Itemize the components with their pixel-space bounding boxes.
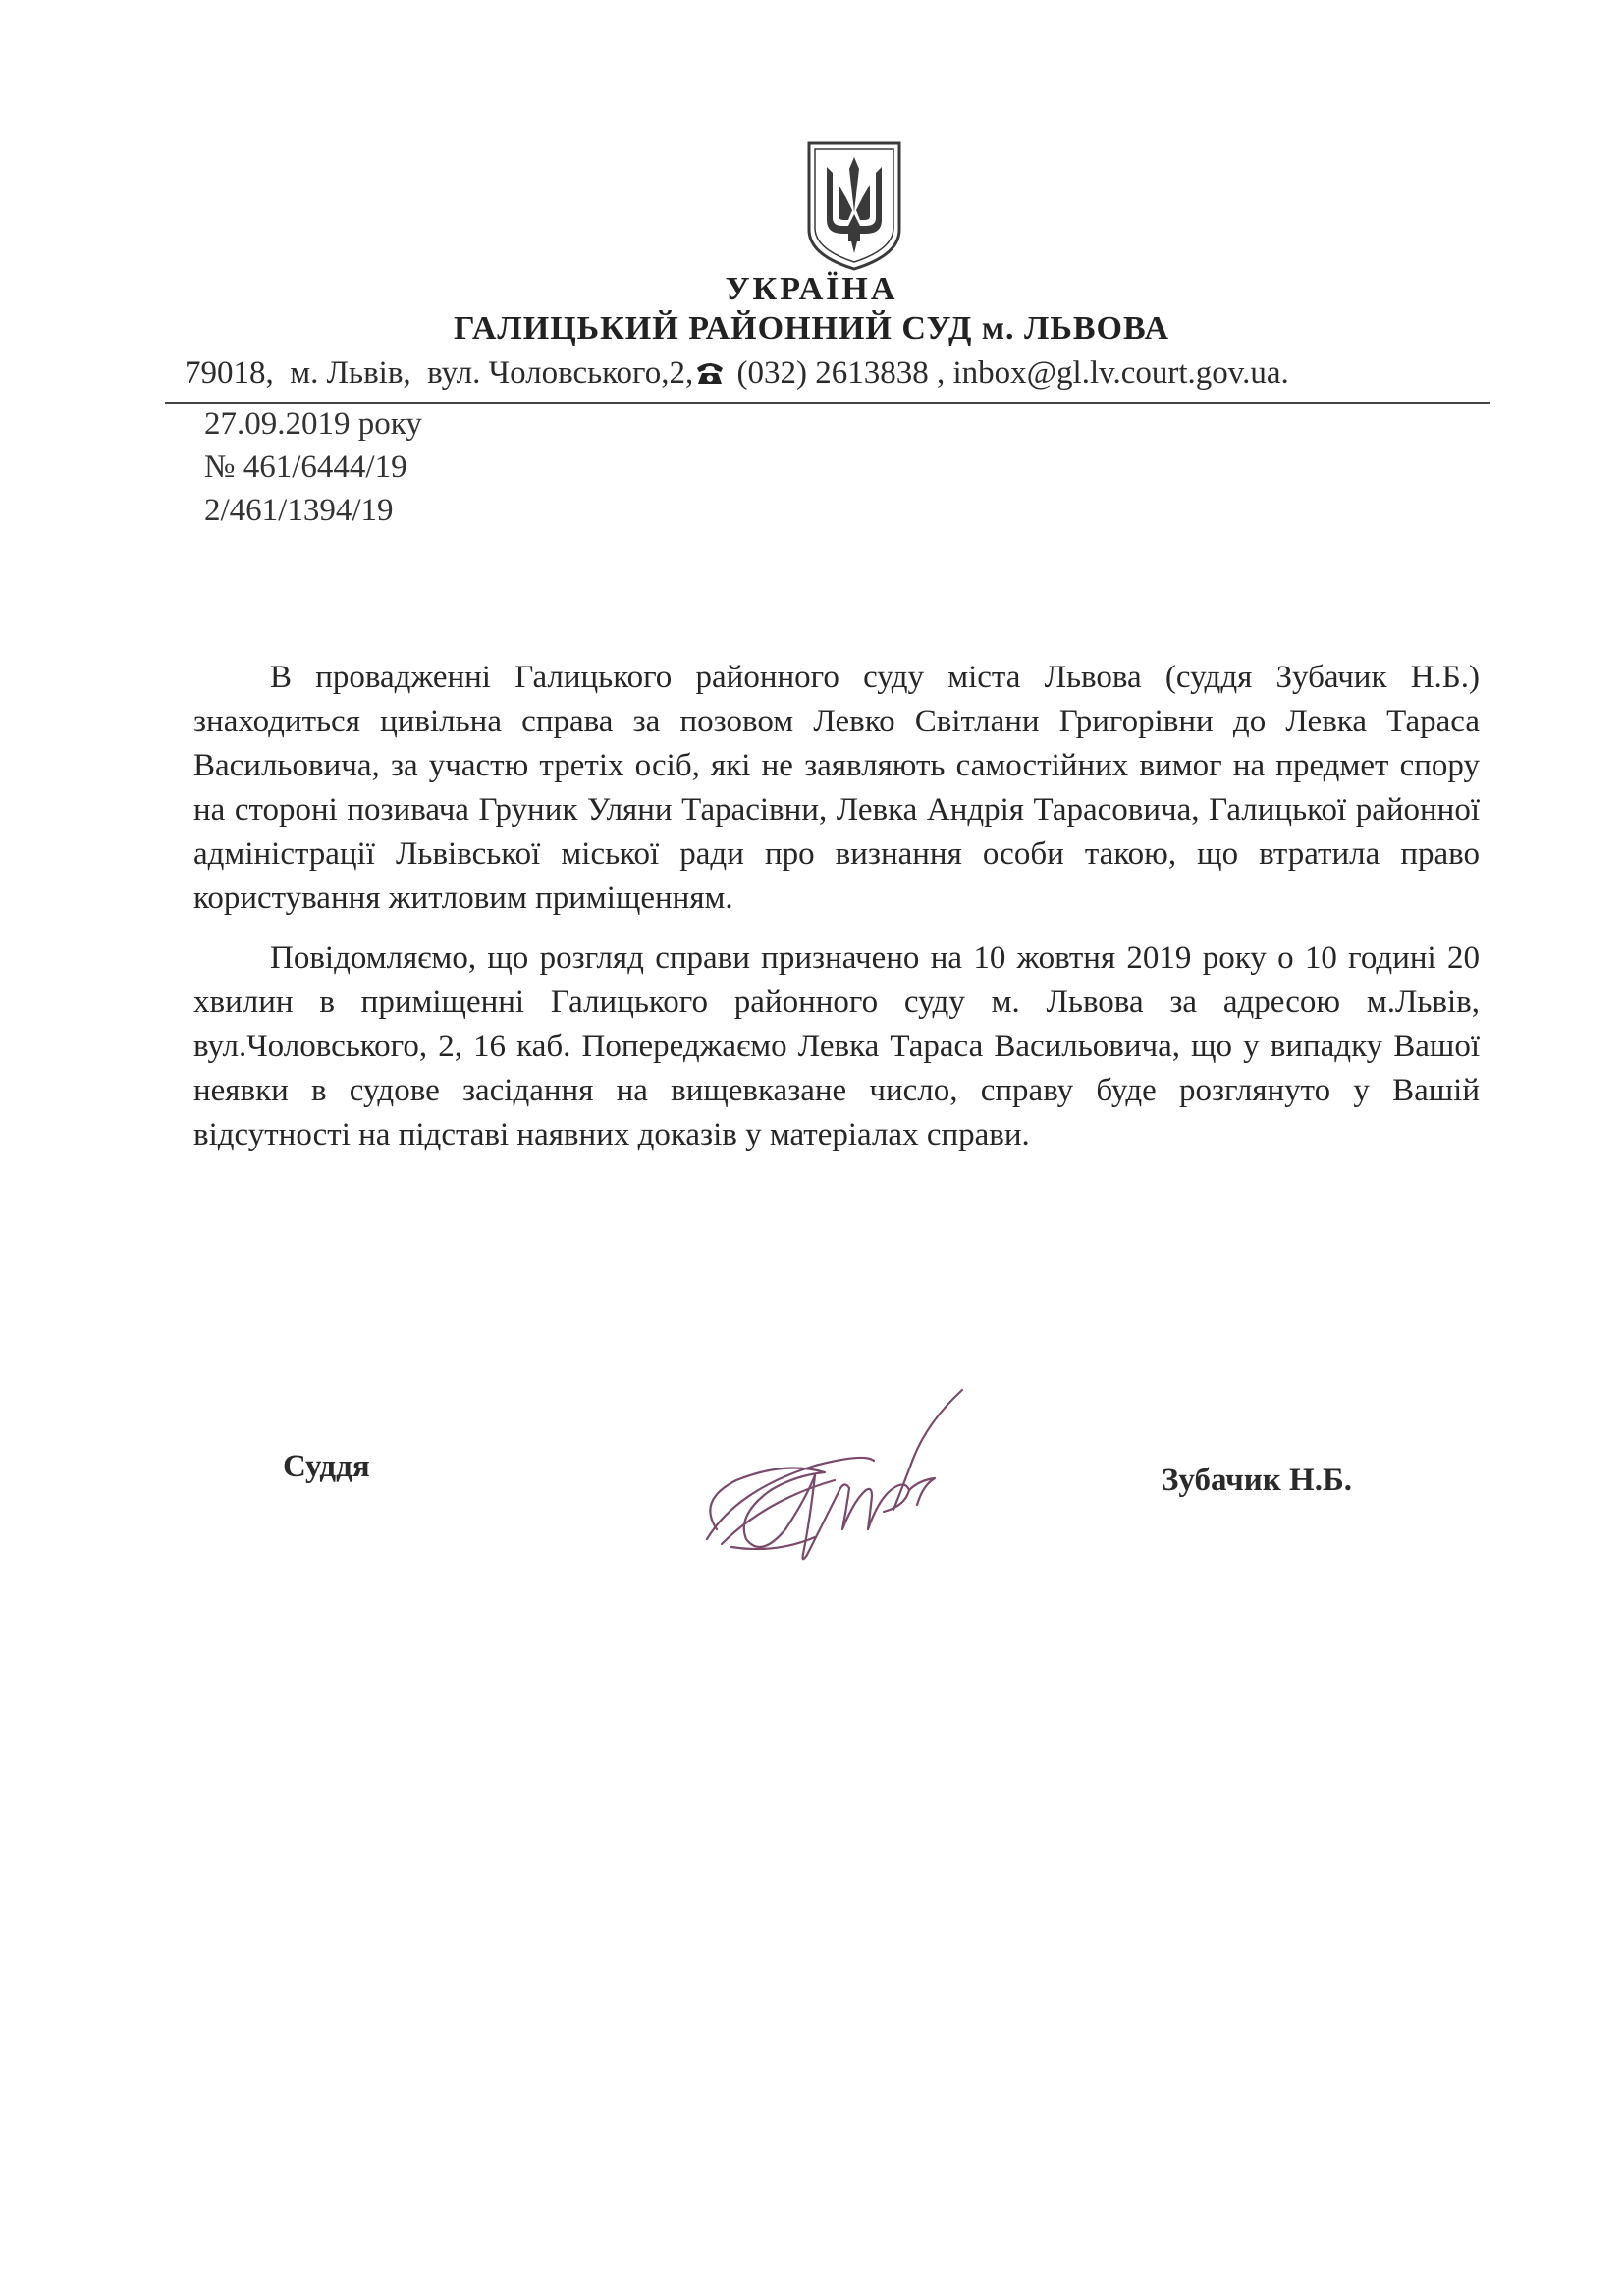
court-name-heading: ГАЛИЦЬКИЙ РАЙОННИЙ СУД м. ЛЬВОВА (453, 310, 1170, 347)
case-number: 2/461/1394/19 (204, 493, 394, 528)
telephone-icon (695, 360, 725, 386)
document-meta (204, 402, 422, 532)
body-paragraph-1: В провадженні Галицького районного суду міста Львова (суддя Зубачик Н.Б.) знаходиться цивільна справа за позовом Левко Світлани Григорівни до Левка Тараса Васильовича, за участю третіх осіб, які не заявляють самостійних вимог на предмет спору на стороні позивача Груник Уляни Тарасівни, Левка Андрія Тарасовича, Галицької районної адміністрації Львівської міської ради про визнання особи такою, що втратила право користування житловим приміщенням. (193, 660, 1480, 916)
trident-coat-of-arms-icon (803, 139, 905, 273)
letter-body (193, 656, 1480, 1173)
document-number: № 461/6444/19 (204, 450, 407, 485)
handwritten-signature-icon (677, 1382, 992, 1588)
signer-name: Зубачик Н.Б. (1162, 1463, 1353, 1498)
address-text: 79018, м. Львів, вул. Чоловського,2, (185, 355, 694, 391)
document-date: 27.09.2019 року (204, 406, 422, 442)
phone-and-email-text: (032) 2613838 , inbox@gl.lv.court.gov.ua. (729, 355, 1289, 391)
signer-title: Суддя (283, 1449, 370, 1484)
country-heading: УКРАЇНА (725, 271, 898, 307)
court-address-line (185, 355, 1481, 392)
body-paragraph-2: Повідомляємо, що розгляд справи призначено на 10 жовтня 2019 року о 10 годині 20 хвилин в приміщенні Галицького районного суду м. Львова за адресою м.Львів, вул.Чоловського, 2, 16 каб. Попереджаємо Левка Тараса Васильовича, що у випадку Вашої неявки в судове засідання на вищевказане число, справу буде розглянуто у Вашій відсутності на підставі наявних доказів у матеріалах справи. (193, 940, 1480, 1152)
